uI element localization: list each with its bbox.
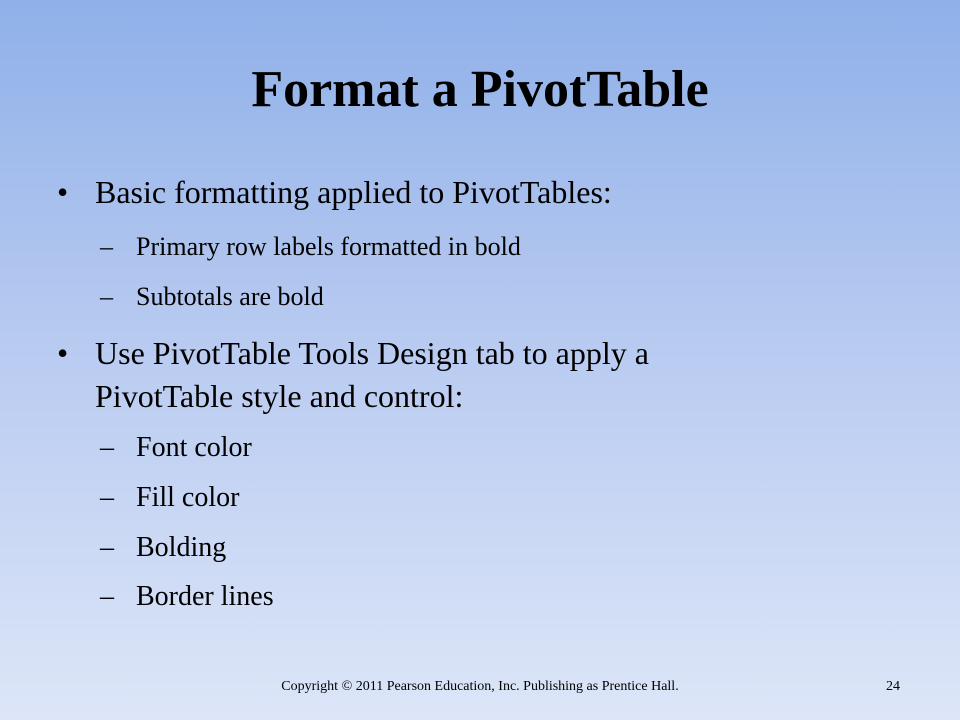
sub-bullet-text: Subtotals are bold [136,282,324,311]
sub-bullet-text: Primary row labels formatted in bold [136,232,521,261]
bullet-continuation [95,376,463,416]
bullet-item [57,172,612,212]
sub-bullet-text: Fill color [136,482,240,513]
sub-bullet-item [100,230,521,264]
bullet-marker: • [57,335,69,371]
dash-marker: – [100,432,114,463]
slide-title: Format a PivotTable [251,61,709,118]
bullet-text-line-1: Use PivotTable Tools Design tab to apply a [95,335,649,371]
sub-bullet-text: Bolding [136,532,227,563]
sub-bullet-text: Font color [136,432,252,463]
dash-marker: – [100,282,113,311]
dash-marker: – [100,581,114,612]
page-number: 24 [886,679,900,694]
dash-marker: – [100,532,114,563]
bullet-item [57,333,649,373]
sub-bullet-text: Border lines [136,581,274,612]
sub-bullet-item [100,481,240,515]
sub-bullet-item [100,431,252,465]
bullet-text: Basic formatting applied to PivotTables: [95,174,612,210]
dash-marker: – [100,482,114,513]
dash-marker: – [100,232,113,261]
sub-bullet-item [100,280,324,314]
sub-bullet-item [100,531,227,565]
sub-bullet-item [100,580,274,614]
bullet-marker: • [57,174,69,210]
bullet-text-line-2: PivotTable style and control: [95,378,464,414]
copyright-footer: Copyright © 2011 Pearson Education, Inc. Publishing as Prentice Hall. [281,679,679,694]
